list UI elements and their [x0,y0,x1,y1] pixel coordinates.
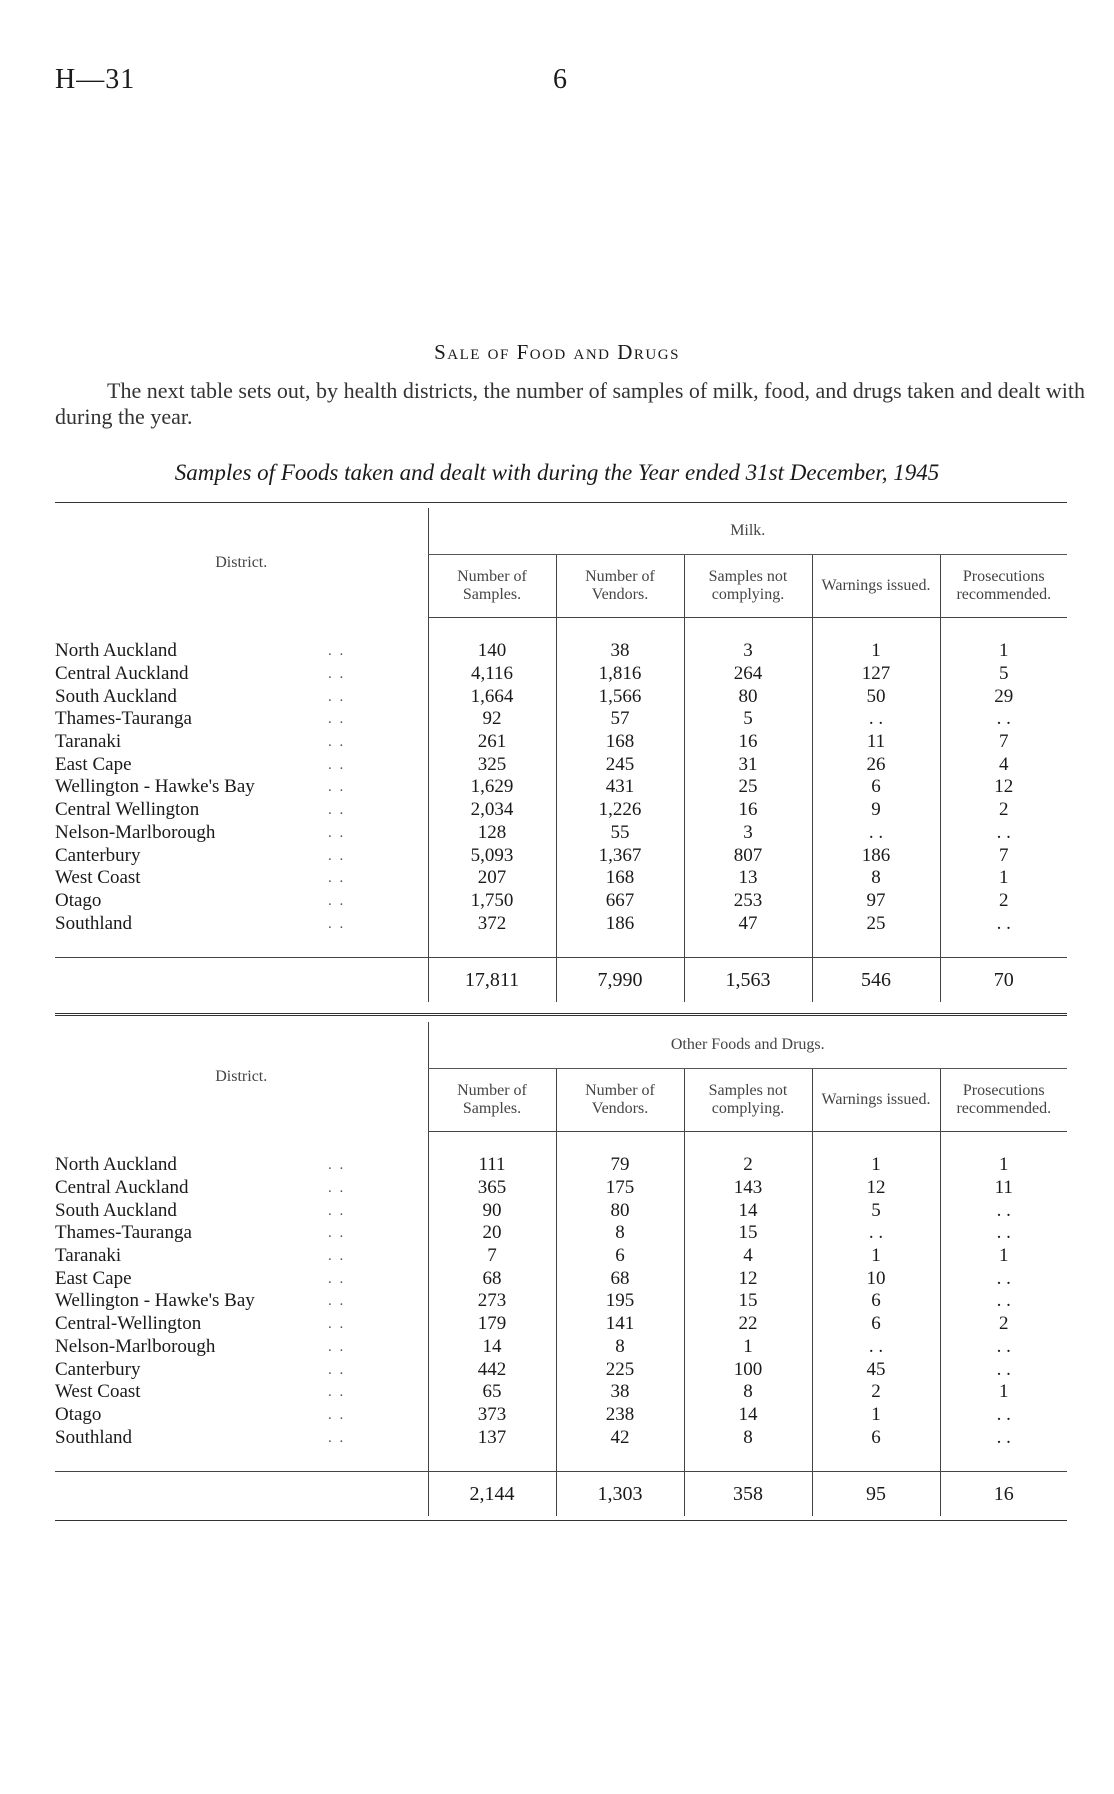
leader-dots: . . [328,1316,346,1333]
page-identifier: H—31 [55,64,136,95]
not-complying-cell: 1 [684,1336,812,1359]
leader-dots: . . [328,1248,346,1265]
table-caption: Samples of Foods taken and dealt with during the Year ended 31st December, 1945 [174,460,940,485]
not-complying-cell: 5 [684,708,812,731]
not-complying-cell: 22 [684,1313,812,1336]
warnings-cell: 10 [812,1267,940,1290]
district-name: Nelson-Marlborough [55,821,216,843]
prosecutions-cell: . . [940,1199,1067,1222]
spacer-cell [556,935,684,958]
table-row [55,685,1067,708]
vendors-cell: 55 [556,822,684,845]
vendors-cell: 1,566 [556,685,684,708]
district-name: West Coast [55,1381,141,1403]
spacer-row [55,1449,1067,1472]
milk-table-body [55,618,1067,1002]
prosecutions-cell: 4 [940,753,1067,776]
samples-cell: 261 [428,731,556,754]
district-name: Otago [55,1403,102,1425]
prosecutions-cell: 1 [940,1245,1067,1268]
samples-cell: 137 [428,1426,556,1449]
district-name: Thames-Tauranga [55,1222,192,1244]
spacer-cell [428,1449,556,1472]
leader-dots: . . [328,779,346,796]
spacer-cell [556,1132,684,1155]
spacer-row [55,618,1067,641]
leader-dots: . . [328,1406,346,1423]
samples-cell: 140 [428,640,556,663]
not-complying-cell: 13 [684,867,812,890]
samples-cell: 65 [428,1381,556,1404]
leader-dots: . . [328,847,346,864]
not-complying-cell: 253 [684,890,812,913]
prosecutions-cell: . . [940,1358,1067,1381]
vendors-cell: 175 [556,1177,684,1200]
prosecutions-cell: . . [940,708,1067,731]
not-complying-cell: 15 [684,1222,812,1245]
spacer-cell [55,1132,328,1155]
table-row [55,844,1067,867]
district-name: South Auckland [55,685,177,707]
not-complying-cell: 3 [684,640,812,663]
totals-row [55,1471,1067,1516]
warnings-cell: . . [812,708,940,731]
prosecutions-cell: . . [940,1404,1067,1427]
table-row [55,1267,1067,1290]
table-row [55,799,1067,822]
vendors-cell: 1,367 [556,844,684,867]
not-complying-cell: 4 [684,1245,812,1268]
leader-dots: . . [328,688,346,705]
vendors-cell: 168 [556,731,684,754]
samples-cell: 179 [428,1313,556,1336]
warnings-cell: 97 [812,890,940,913]
spacer-cell [55,1449,328,1472]
leader-dots: . . [328,802,346,819]
not-complying-cell: 100 [684,1358,812,1381]
prosecutions-cell: . . [940,1336,1067,1359]
spacer-cell [328,1449,428,1472]
district-name: West Coast [55,867,141,889]
totals-row [55,957,1067,1002]
vendors-cell: 68 [556,1267,684,1290]
not-complying-cell: 25 [684,776,812,799]
vendors-cell: 1,816 [556,663,684,686]
leader-dots: . . [328,892,346,909]
warnings-cell: 6 [812,1426,940,1449]
district-name: East Cape [55,753,132,775]
total-prosecutions: 70 [940,957,1067,1002]
warnings-cell: 50 [812,685,940,708]
district-name: Nelson-Marlborough [55,1335,216,1357]
prosecutions-cell: 1 [940,640,1067,663]
spacer-cell [428,935,556,958]
samples-cell: 68 [428,1267,556,1290]
table-row [55,1154,1067,1177]
section-title: Sale of Food and Drugs [434,340,680,364]
samples-cell: 365 [428,1177,556,1200]
samples-cell: 2,034 [428,799,556,822]
table-row [55,1245,1067,1268]
prosecutions-cell: . . [940,822,1067,845]
spacer-cell [428,618,556,641]
page-number: 6 [553,64,567,95]
warnings-cell: 12 [812,1177,940,1200]
prosecutions-cell: 11 [940,1177,1067,1200]
other-foods-group-header: Other Foods and Drugs. [428,1022,1067,1069]
total-warnings: 546 [812,957,940,1002]
district-header: District. [215,1067,268,1085]
prosecutions-cell: 2 [940,890,1067,913]
table-row [55,1358,1067,1381]
totals-label-cell [328,1471,428,1516]
prosecutions-cell: 1 [940,867,1067,890]
prosecutions-cell: 7 [940,844,1067,867]
district-name: Central-Wellington [55,1313,202,1335]
table-row [55,1199,1067,1222]
table-separator-rule [55,1013,1067,1016]
samples-cell: 111 [428,1154,556,1177]
spacer-cell [55,618,328,641]
samples-cell: 207 [428,867,556,890]
vendors-cell: 245 [556,753,684,776]
table-row [55,640,1067,663]
district-name: South Auckland [55,1199,177,1221]
samples-cell: 373 [428,1404,556,1427]
spacer-cell [328,618,428,641]
samples-cell: 1,629 [428,776,556,799]
vendors-cell: 168 [556,867,684,890]
not-complying-header: Samples not complying. [684,555,812,618]
vendors-cell: 38 [556,1381,684,1404]
prosecutions-cell: . . [940,1426,1067,1449]
milk-table [55,508,1067,1002]
vendors-header: Number of Vendors. [556,1069,684,1132]
table-row [55,1381,1067,1404]
district-name: Wellington - Hawke's Bay [55,776,255,798]
spacer-cell [328,935,428,958]
district-name: North Auckland [55,1154,177,1176]
warnings-cell: . . [812,1336,940,1359]
vendors-cell: 195 [556,1290,684,1313]
not-complying-cell: 807 [684,844,812,867]
spacer-cell [940,1449,1067,1472]
samples-header: Number of Samples. [428,1069,556,1132]
vendors-cell: 1,226 [556,799,684,822]
table-row [55,1222,1067,1245]
spacer-cell [556,618,684,641]
not-complying-cell: 143 [684,1177,812,1200]
spacer-cell [812,935,940,958]
samples-cell: 273 [428,1290,556,1313]
warnings-cell: 5 [812,1199,940,1222]
spacer-cell [428,1132,556,1155]
leader-dots: . . [328,756,346,773]
spacer-cell [940,618,1067,641]
not-complying-cell: 2 [684,1154,812,1177]
spacer-cell [812,1132,940,1155]
warnings-cell: 127 [812,663,940,686]
total-warnings: 95 [812,1471,940,1516]
not-complying-cell: 12 [684,1267,812,1290]
vendors-cell: 186 [556,912,684,935]
table-row [55,1336,1067,1359]
warnings-cell: 186 [812,844,940,867]
warnings-cell: 45 [812,1358,940,1381]
district-name: Central Wellington [55,799,200,821]
not-complying-cell: 31 [684,753,812,776]
spacer-cell [812,618,940,641]
warnings-header: Warnings issued. [812,1069,940,1132]
samples-header: Number of Samples. [428,555,556,618]
leader-dots: . . [328,1202,346,1219]
not-complying-cell: 80 [684,685,812,708]
total-samples: 17,811 [428,957,556,1002]
warnings-cell: 2 [812,1381,940,1404]
prosecutions-cell: 5 [940,663,1067,686]
prosecutions-header: Prosecutions recommended. [940,1069,1067,1132]
not-complying-cell: 3 [684,822,812,845]
leader-dots: . . [328,1180,346,1197]
district-name: Wellington - Hawke's Bay [55,1290,255,1312]
samples-cell: 7 [428,1245,556,1268]
leader-dots: . . [328,1225,346,1242]
not-complying-cell: 14 [684,1404,812,1427]
table-row [55,822,1067,845]
vendors-cell: 667 [556,890,684,913]
leader-dots: . . [328,915,346,932]
leader-dots: . . [328,643,346,660]
intro-paragraph: The next table sets out, by health districts, the number of samples of milk, food, and drugs taken and dealt with during the year. [55,378,1085,429]
table-row [55,912,1067,935]
table-row [55,753,1067,776]
vendors-header: Number of Vendors. [556,555,684,618]
prosecutions-cell: . . [940,1290,1067,1313]
leader-dots: . . [328,870,346,887]
table-row [55,1404,1067,1427]
totals-label-cell [55,1471,328,1516]
prosecutions-cell: 29 [940,685,1067,708]
vendors-cell: 8 [556,1222,684,1245]
prosecutions-cell: 12 [940,776,1067,799]
vendors-cell: 238 [556,1404,684,1427]
samples-cell: 92 [428,708,556,731]
vendors-cell: 38 [556,640,684,663]
totals-label-cell [328,957,428,1002]
warnings-cell: 1 [812,1404,940,1427]
vendors-cell: 225 [556,1358,684,1381]
warnings-cell: 1 [812,1154,940,1177]
prosecutions-cell: 7 [940,731,1067,754]
leader-dots: . . [328,1270,346,1287]
vendors-cell: 431 [556,776,684,799]
warnings-cell: 26 [812,753,940,776]
leader-dots: . . [328,1293,346,1310]
district-name: Taranaki [55,1245,122,1267]
table-row [55,890,1067,913]
leader-dots: . . [328,734,346,751]
total-vendors: 1,303 [556,1471,684,1516]
warnings-cell: 9 [812,799,940,822]
vendors-cell: 8 [556,1336,684,1359]
samples-cell: 1,664 [428,685,556,708]
prosecutions-cell: . . [940,1267,1067,1290]
vendors-cell: 141 [556,1313,684,1336]
spacer-cell [940,935,1067,958]
leader-dots: . . [328,1338,346,1355]
other-foods-table [55,1022,1067,1516]
warnings-cell: . . [812,1222,940,1245]
district-name: Canterbury [55,844,141,866]
table-row [55,867,1067,890]
prosecutions-cell: 2 [940,1313,1067,1336]
leader-dots: . . [328,711,346,728]
district-header: District. [215,553,268,571]
spacer-cell [684,1449,812,1472]
total-not-complying: 358 [684,1471,812,1516]
table-row [55,1290,1067,1313]
district-name: Central Auckland [55,663,189,685]
samples-cell: 128 [428,822,556,845]
table-row [55,1313,1067,1336]
milk-group-header: Milk. [428,508,1067,555]
warnings-cell: 8 [812,867,940,890]
vendors-cell: 42 [556,1426,684,1449]
total-prosecutions: 16 [940,1471,1067,1516]
leader-dots: . . [328,666,346,683]
table-row [55,663,1067,686]
district-name: Central Auckland [55,1177,189,1199]
leader-dots: . . [328,1384,346,1401]
not-complying-cell: 15 [684,1290,812,1313]
vendors-cell: 57 [556,708,684,731]
warnings-cell: . . [812,822,940,845]
vendors-cell: 6 [556,1245,684,1268]
other-foods-table-body [55,1132,1067,1516]
district-name: Thames-Tauranga [55,708,192,730]
not-complying-cell: 8 [684,1426,812,1449]
spacer-cell [812,1449,940,1472]
district-name: Canterbury [55,1358,141,1380]
not-complying-cell: 47 [684,912,812,935]
warnings-cell: 1 [812,1245,940,1268]
prosecutions-cell: 1 [940,1381,1067,1404]
spacer-cell [556,1449,684,1472]
prosecutions-header: Prosecutions recommended. [940,555,1067,618]
prosecutions-cell: 2 [940,799,1067,822]
warnings-header: Warnings issued. [812,555,940,618]
warnings-cell: 6 [812,1290,940,1313]
spacer-row [55,1132,1067,1155]
spacer-cell [684,1132,812,1155]
warnings-cell: 6 [812,1313,940,1336]
samples-cell: 325 [428,753,556,776]
table-row [55,776,1067,799]
prosecutions-cell: . . [940,912,1067,935]
spacer-cell [328,1132,428,1155]
district-name: North Auckland [55,640,177,662]
warnings-cell: 6 [812,776,940,799]
total-vendors: 7,990 [556,957,684,1002]
samples-cell: 20 [428,1222,556,1245]
district-name: Southland [55,1426,133,1448]
leader-dots: . . [328,1361,346,1378]
total-not-complying: 1,563 [684,957,812,1002]
not-complying-cell: 16 [684,799,812,822]
total-samples: 2,144 [428,1471,556,1516]
district-name: Otago [55,889,102,911]
samples-cell: 372 [428,912,556,935]
samples-cell: 1,750 [428,890,556,913]
not-complying-cell: 14 [684,1199,812,1222]
not-complying-cell: 16 [684,731,812,754]
warnings-cell: 11 [812,731,940,754]
vendors-cell: 80 [556,1199,684,1222]
samples-cell: 5,093 [428,844,556,867]
not-complying-header: Samples not complying. [684,1069,812,1132]
district-name: Southland [55,912,133,934]
caption-rule [55,502,1067,503]
spacer-cell [684,618,812,641]
district-name: East Cape [55,1267,132,1289]
leader-dots: . . [328,1157,346,1174]
samples-cell: 4,116 [428,663,556,686]
samples-cell: 442 [428,1358,556,1381]
vendors-cell: 79 [556,1154,684,1177]
spacer-cell [940,1132,1067,1155]
not-complying-cell: 8 [684,1381,812,1404]
spacer-cell [55,935,328,958]
prosecutions-cell: 1 [940,1154,1067,1177]
totals-label-cell [55,957,328,1002]
district-name: Taranaki [55,731,122,753]
leader-dots: . . [328,1429,346,1446]
not-complying-cell: 264 [684,663,812,686]
samples-cell: 90 [428,1199,556,1222]
prosecutions-cell: . . [940,1222,1067,1245]
warnings-cell: 1 [812,640,940,663]
bottom-rule [55,1520,1067,1521]
spacer-row [55,935,1067,958]
table-row [55,731,1067,754]
warnings-cell: 25 [812,912,940,935]
spacer-cell [684,935,812,958]
table-row [55,1177,1067,1200]
leader-dots: . . [328,824,346,841]
table-row [55,708,1067,731]
samples-cell: 14 [428,1336,556,1359]
table-row [55,1426,1067,1449]
